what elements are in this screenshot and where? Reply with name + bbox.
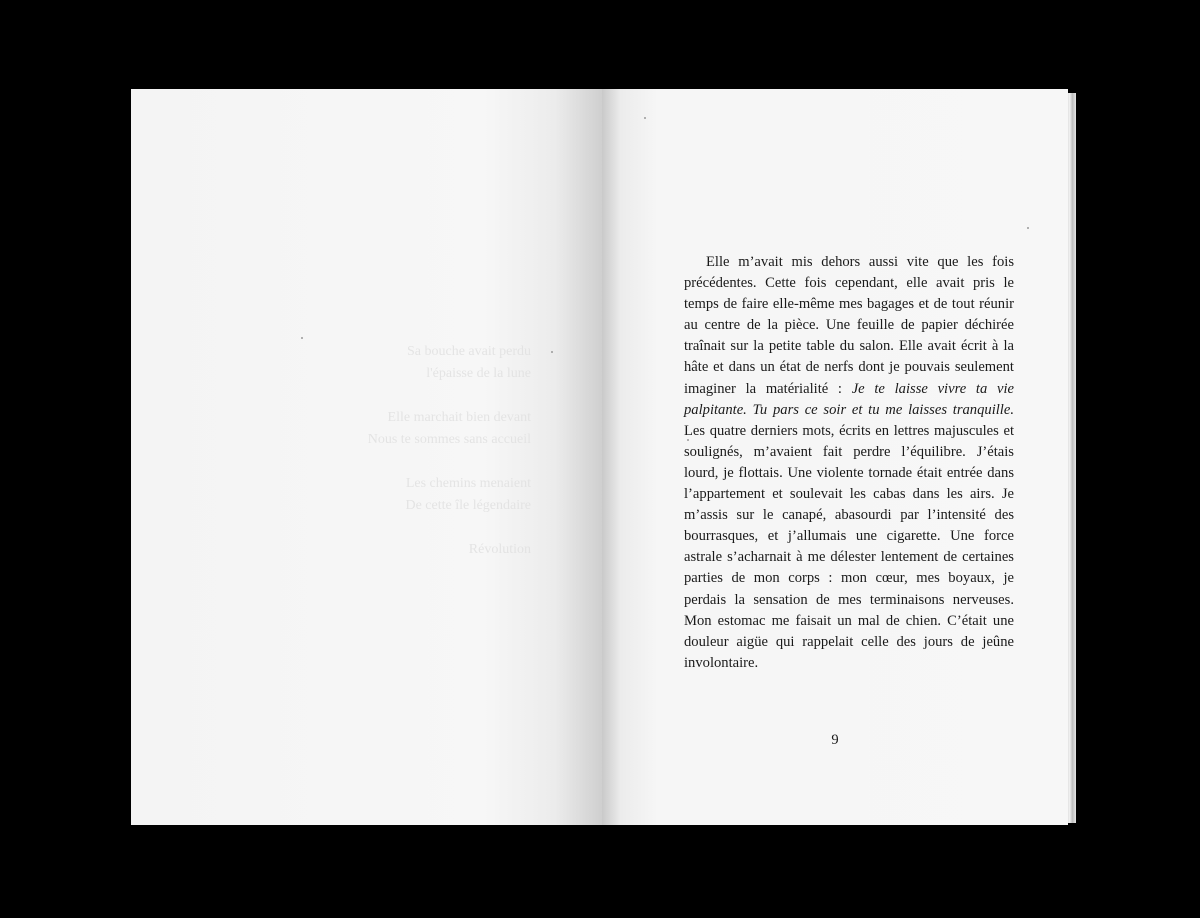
- paper-speck: [644, 117, 646, 119]
- body-text: [684, 252, 1014, 674]
- show-through-line: Sa bouche avait perdu: [406, 344, 531, 359]
- show-through-line: Nous te sommes sans accueil: [367, 432, 531, 447]
- show-through-line: Révolution: [468, 542, 531, 557]
- paragraph-text-continued: Les quatre derniers mots, écrits en lettres majuscules et soulignés, m’avaient fait perdre l’équilibre. J’étais lourd, je flottais. Une violente tornade était entrée dans l’appartement et soulevait les cabas dans les airs. Je m’assis sur le canapé, abasourdi par l’intensité des bourrasques, et j’allumais une cigarette. Une force astrale s’acharnait à me délester lentement de certaines parties de mon corps : mon cœur, mes boyaux, je perdais la sensation de mes terminaisons nerveuses. Mon estomac me faisait un mal de chien. C’était une douleur aigüe qui rappelait celle des jours de jeûne involontaire.: [684, 422, 1014, 671]
- open-book: [131, 89, 1077, 827]
- show-through-line: Les chemins menaient: [405, 476, 531, 491]
- page-number: 9: [831, 732, 839, 748]
- italic-quote: Je te laisse vivre ta vie palpitante. Tu pars ce soir et tu me laisses tranquille.: [684, 380, 1014, 418]
- show-through-text: [281, 341, 531, 561]
- paper-speck: [1027, 227, 1029, 229]
- show-through-line: De cette île légendaire: [405, 498, 531, 513]
- left-page: [131, 89, 602, 825]
- paper-speck: [687, 439, 689, 441]
- page-edges: [1067, 93, 1076, 823]
- paragraph: [684, 252, 1014, 674]
- paper-speck: [301, 337, 303, 339]
- show-through-line: l'épaisse de la lune: [426, 366, 531, 381]
- show-through-line: Elle marchait bien devant: [387, 410, 531, 425]
- paper-speck: [551, 351, 553, 353]
- right-page: [602, 89, 1068, 825]
- paragraph-text: Elle m’avait mis dehors aussi vite que les fois précédentes. Cette fois cependant, elle avait pris le temps de faire elle-même mes bagages et de tout réunir au centre de la pièce. Une feuille de papier déchirée traînait sur la petite table du salon. Elle avait écrit à la hâte et dans un état de nerfs dont je pouvais seulement imaginer la matérialité :: [684, 254, 1014, 397]
